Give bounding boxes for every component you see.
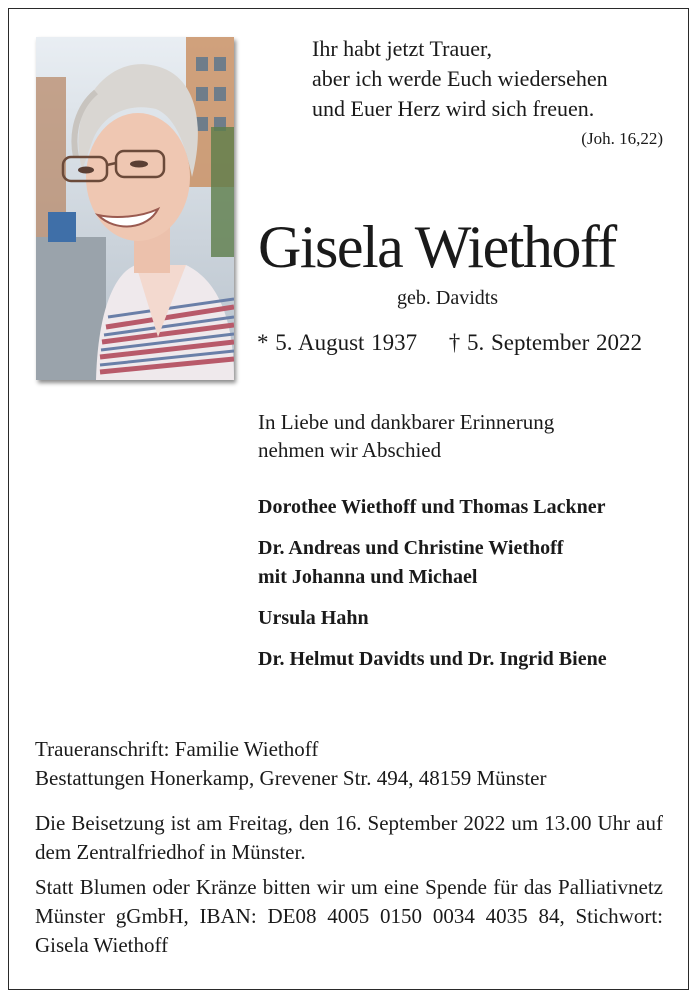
birth-date: * 5. August 1937 (257, 330, 418, 355)
mourner-entry (258, 534, 678, 592)
farewell-line: nehmen wir Abschied (258, 438, 442, 462)
verse-line: und Euer Herz wird sich freuen. (312, 96, 595, 121)
verse-line: Ihr habt jetzt Trauer, (312, 36, 492, 61)
mourner-line: Dorothee Wiethoff und Thomas Lackner (258, 496, 606, 518)
death-date: † 5. September 2022 (448, 330, 643, 355)
mourner-line: mit Johanna und Michael (258, 566, 478, 588)
donation-request: Statt Blumen oder Kränze bitten wir um eine Spende für das Palliativnetz Münster gGmbH, IBAN: DE08 4005 0150 0034 4035 84, Stichwort: Gisela Wiethoff (35, 875, 663, 957)
mourner-entry (258, 493, 678, 522)
funeral-info: Die Beisetzung ist am Freitag, den 16. September 2022 um 13.00 Uhr auf dem Zentralfriedhof in Münster. (35, 811, 663, 864)
mourning-address (35, 735, 663, 793)
notice-details (35, 735, 663, 960)
portrait-photo (36, 37, 234, 380)
birth-name: geb. Davidts (397, 287, 499, 309)
farewell-text (258, 408, 658, 464)
mourner-line: Ursula Hahn (258, 607, 369, 629)
portrait-image (36, 37, 234, 380)
verse-reference: (Joh. 16,22) (581, 129, 663, 148)
mourner-line: Dr. Andreas und Christine Wiethoff (258, 537, 564, 559)
mourner-entry (258, 604, 678, 633)
mourners-list (258, 493, 678, 686)
address-line: Traueranschrift: Familie Wiethoff (35, 737, 319, 761)
bible-verse (312, 34, 662, 124)
mourner-entry (258, 645, 678, 674)
farewell-line: In Liebe und dankbarer Erinnerung (258, 410, 555, 434)
verse-line: aber ich werde Euch wiedersehen (312, 66, 608, 91)
mourner-line: Dr. Helmut Davidts und Dr. Ingrid Biene (258, 648, 607, 670)
life-dates (257, 330, 642, 356)
address-line: Bestattungen Honerkamp, Grevener Str. 494, 48159 Münster (35, 766, 547, 790)
deceased-name: Gisela Wiethoff (258, 214, 616, 280)
